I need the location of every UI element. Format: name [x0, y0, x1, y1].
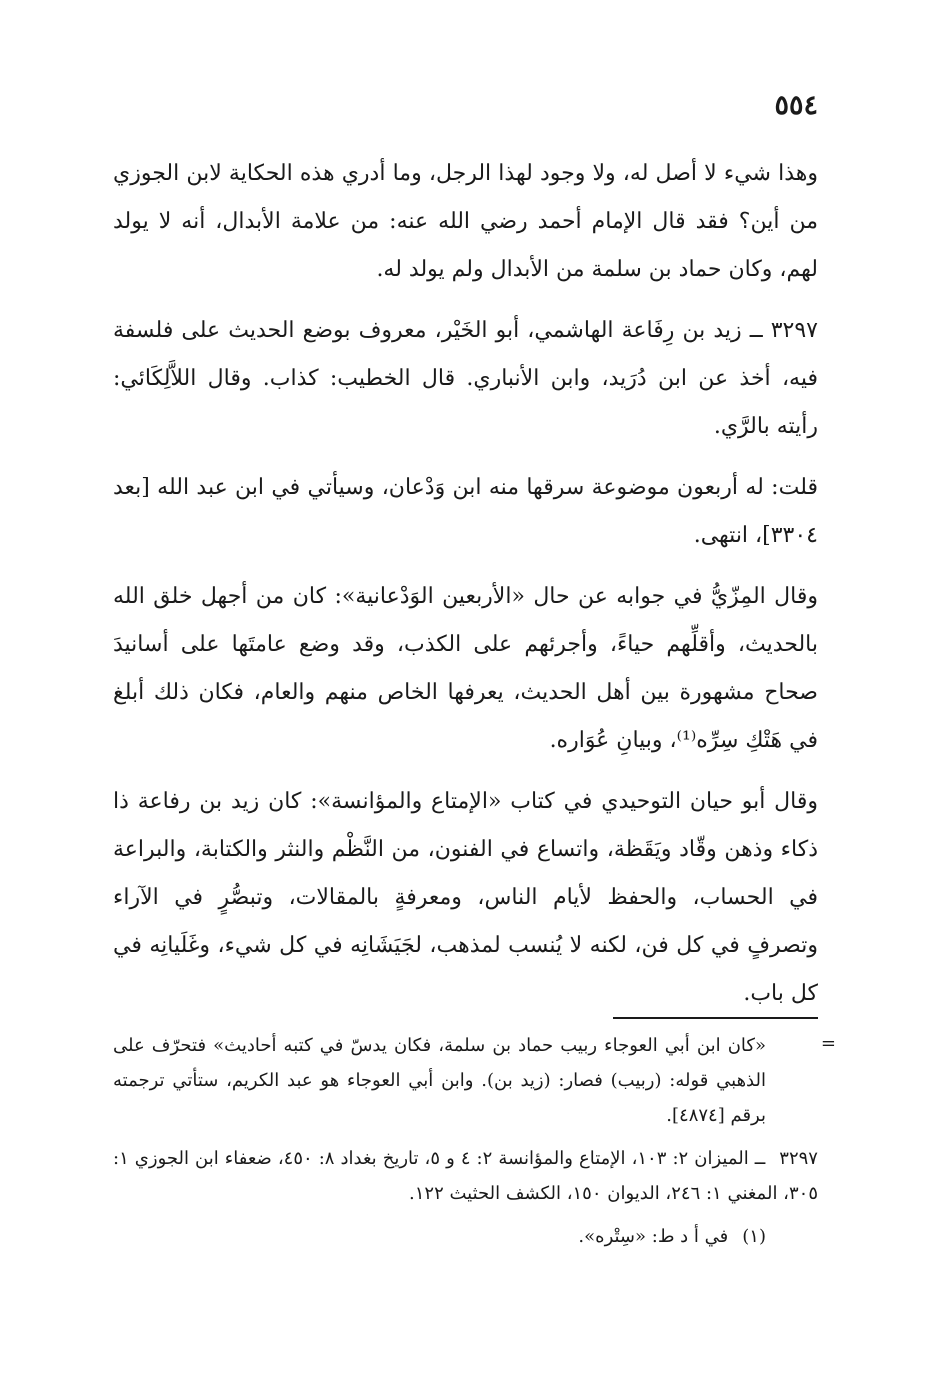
main-text	[113, 150, 818, 1031]
footnote-sources-3297	[113, 1141, 818, 1211]
footnote-1-number: (١)	[742, 1226, 766, 1247]
paragraph-entry-3297: ٣٢٩٧ ــ زيد بن رِفَاعة الهاشمي، أبو الخَيْر، معروف بوضع الحديث على فلسفة فيه، أخذ عن ابن دُرَيد، وابن الأنباري. قال الخطيب: كذاب. وقال اللاَّلِكَائي: رأيته بالرَّي.	[113, 318, 818, 439]
footnotes	[113, 1028, 818, 1254]
paragraph-tawhidi-quote: وقال أبو حيان التوحيدي في كتاب «الإمتاع والمؤانسة»: كان زيد بن رفاعة ذا ذكاء وذهن وقّاد ويَقَظة، واتساع في الفنون، من النَّظْم والنثر والكتابة، والبراعة في الحساب، والحفظ لأيام الناس، ومعرفةٍ بالمقالات، وتبصُّرٍ في الآراء وتصرفٍ في كل فن، لكنه لا يُنسب لمذهب، لجَيَشَانِه في كل شيء، وغَلَيانِه في كل باب.	[113, 789, 818, 1006]
paragraph-intro-remark: وهذا شيء لا أصل له، ولا وجود لهذا الرجل، وما أدري هذه الحكاية لابن الجوزي من أين؟ فقد قال الإمام أحمد رضي الله عنه: من علامة الأبدال، أنه لا يولد لهم، وكان حماد بن سلمة من الأبدال ولم يولد له.	[113, 161, 818, 282]
footnote-continuation-mark: =	[820, 1033, 836, 1054]
footnote-entry-number: ٣٢٩٧	[779, 1148, 818, 1169]
footnote-sources-text: ــ الميزان ٢: ١٠٣، الإمتاع والمؤانسة ٢: ٤ و ٥، تاريخ بغداد ٨: ٤٥٠، ضعفاء ابن الجوزي ١: ٣٠٥، المغني ١: ٢٤٦، الديوان ١٥٠، الكشف الحثيث ١٢٢.	[113, 1148, 818, 1204]
footnote-1-text: في أ د ط: «سِتْره».	[578, 1226, 729, 1247]
paragraph-qultu-note: قلت: له أربعون موضوعة سرقها منه ابن وَدْعان، وسيأتي في ابن عبد الله [بعد ٣٣٠٤]، انتهى.	[113, 475, 818, 548]
footnote-divider	[613, 1017, 818, 1019]
footnote-1	[113, 1219, 818, 1254]
paragraph-mizzi-quote: وقال المِزّيُّ في جوابه عن حال «الأربعين الوَدْعانية»: كان من أجهل خلق الله بالحديث، وأقلِّهم حياءً، وأجرئهم على الكذب، وقد وضع عامتَها على أسانيدَ صحاح مشهورة بين أهل الحديث، يعرفها الخاص منهم والعام، فكان ذلك أبلغ في هَتْكِ سِرِّه⁽¹⁾، وبيانِ عُوَاره.	[113, 584, 818, 753]
page-number: ٥٥٤	[774, 90, 818, 121]
footnote-continuation: «كان ابن أبي العوجاء ربيب حماد بن سلمة، فكان يدسّ في كتبه أحاديث» فتحرّف على الذهبي قوله: (ربيب) فصار: (زيد بن). وابن أبي العوجاء هو عبد الكريم، ستأتي ترجمته برقم [٤٨٧٤].	[113, 1035, 766, 1126]
